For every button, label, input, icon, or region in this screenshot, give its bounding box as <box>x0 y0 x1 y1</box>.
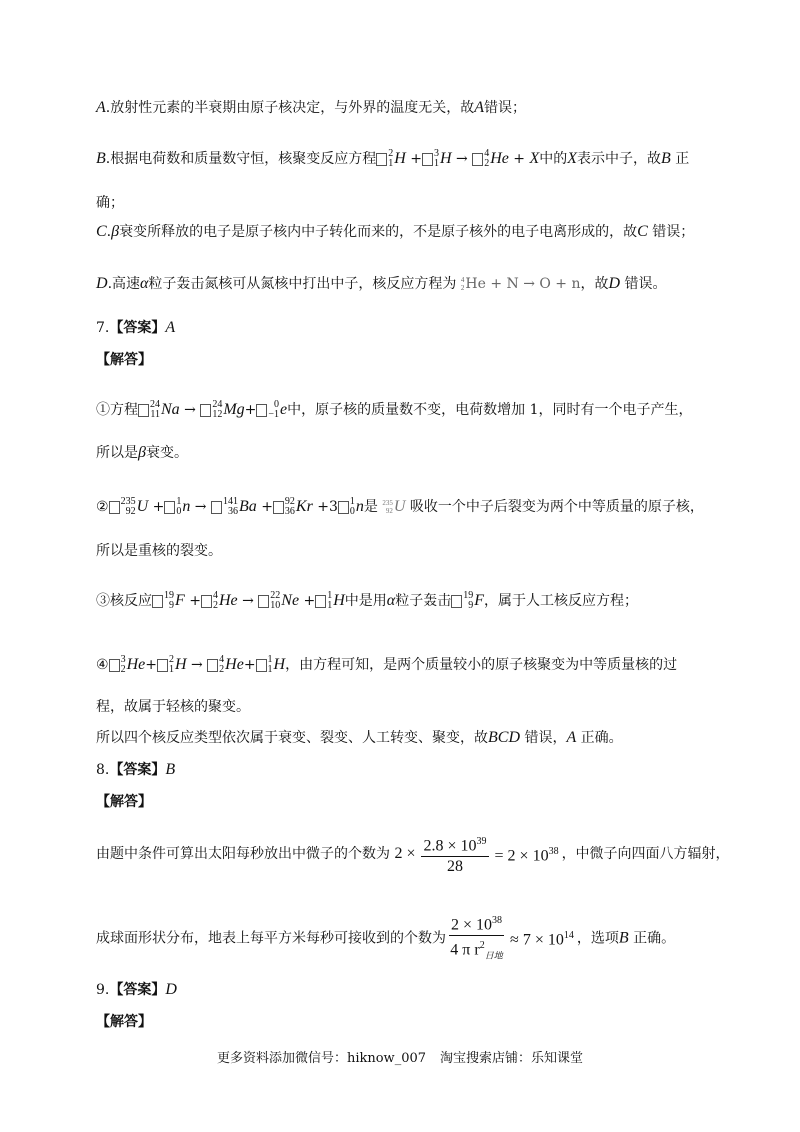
option-a-explanation: A.放射性元素的半衰期由原子核决定，与外界的温度无关，故A错误； <box>96 99 527 116</box>
q8-solution-heading: 【解答】 <box>96 794 152 810</box>
fraction: $\frac{2.8 \times 10^{39}}{28}$ <box>421 833 488 876</box>
solution-line-2: 成球面形状分布，地表上每平方米每秒可接收到的个数为 $\frac{2 \times 10^{38}}{4 \pi r^2_{日地}}$ ≈ $7 \times 10^{14}$ ，选项B 正确。 <box>96 912 675 965</box>
reaction-1: ①方程 24 11 Na → 24 12 Mg+ 0 −1 e中，原子核的质量数不变，电荷数增加 1，同时有一个电子产生， <box>96 399 693 420</box>
q9-solution-heading: 【解答】 <box>96 1014 152 1030</box>
summary: 所以四个核反应类型依次属于衰变、裂变、人工转变、聚变，故BCD 错误，A 正确。 <box>96 729 623 746</box>
q7-answer: 7.【答案】A <box>96 319 176 336</box>
option-b-explanation: B.根据电荷数和质量数守恒，核聚变反应方程 2 1 H + 3 1 H → 4 2 He + X中的X表示中子，故B 正 <box>96 148 690 169</box>
reaction-4-cont: 程，故属于轻核的聚变。 <box>96 699 250 715</box>
placeholder-box <box>376 153 387 166</box>
reaction-3: ③核反应 19 9 F + 4 2 He → 22 10 Ne + 1 1 H中是用α粒子轰击 19 9 F，属于人工核反应方程； <box>96 590 638 611</box>
placeholder-box <box>472 153 483 166</box>
q7-solution-heading: 【解答】 <box>96 352 152 368</box>
option-c-explanation: C.β衰变所释放的电子是原子核内中子转化而来的，不是原子核外的电子电离形成的，故C 错误； <box>96 223 695 240</box>
option-d-explanation: D.高速α粒子轰击氮核可从氮核中打出中子，核反应方程为 4 2 He + N → O + n，故D 错误。 <box>96 275 667 292</box>
q9-answer: 9.【答案】D <box>96 981 177 998</box>
fraction: $\frac{2 \times 10^{38}}{4 \pi r^2_{日地}}$ <box>449 912 504 965</box>
reaction-2-cont: 所以是重核的裂变。 <box>96 543 222 559</box>
reaction-2: ② 235 92 U + 1 0 n → 141 36 Ba + 92 36 Kr +3 1 0 n是 235 92 U 吸收一个中子后裂变为两个中等质量的原子核， <box>96 496 704 517</box>
reaction-equation-d: 4 2 He + N → O + n <box>460 276 581 292</box>
placeholder-box <box>422 153 433 166</box>
reaction-4: ④ 3 2 He+ 2 1 H → 4 2 He+ 1 1 H，由方程可知，是两个质量较小的原子核聚变为中等质量核的过 <box>96 654 678 675</box>
solution-line-1: 由题中条件可算出太阳每秒放出中微子的个数为 2 × $\frac{2.8 \times 10^{39}}{28}$ = $2 \times 10^{38}$ ，中微子向四面八方辐射， <box>96 830 730 878</box>
q8-answer: 8.【答案】B <box>96 761 176 778</box>
page-footer: 更多资料添加微信号：hiknow_007 淘宝搜索店铺：乐知课堂 <box>216 1051 584 1066</box>
reaction-1-cont: 所以是β衰变。 <box>96 444 188 461</box>
option-b-explanation-cont: 确； <box>96 195 124 211</box>
